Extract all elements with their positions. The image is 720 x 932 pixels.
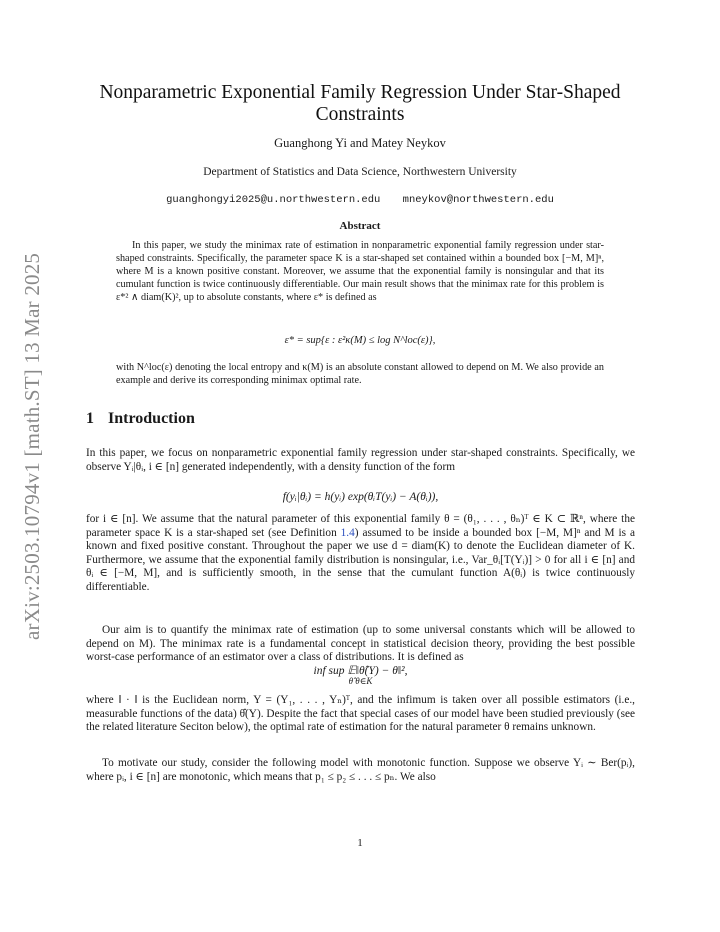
- page-number: 1: [357, 837, 363, 849]
- section-number: 1: [86, 410, 94, 427]
- density-equation: f(yᵢ|θᵢ) = h(yᵢ) exp(θᵢT(yᵢ) − A(θᵢ)),: [282, 491, 439, 503]
- paper-title: Nonparametric Exponential Family Regression Under Star-Shaped Constraints: [99, 82, 621, 125]
- minimax-equation-subscript: θ̂ θ∈K: [348, 676, 373, 686]
- authors: Guanghong Yi and Matey Neykov: [274, 136, 446, 150]
- intro-paragraph-4: where ‖ · ‖ is the Euclidean norm, Y = (Y₁, . . . , Yₙ)ᵀ, and the infimum is taken over all possible estimators (i.e., measurable functions of the data) θ̂(Y). Despite the fact that special cases of our model have been studied previously (see the related literature Seciton below), the optimal rate of estimation for the natural parameter θ remains unknown.: [86, 694, 635, 734]
- intro-paragraph-5: [86, 757, 635, 784]
- abstract-text: In this paper, we study the minimax rate of estimation in nonparametric exponential family regression under star-shaped constraints. Specifically, the parameter space K is a star-shaped set contained within a bounded box [−M, M]ⁿ, where M is a known positive constant. Moreover, we assume that the exponential family is nonsingular and that its cumulant function is twice continuously differentiable. Our main result shows that the minimax rate for this problem is ε*² ∧ diam(K)², up to absolute constants, where ε* is defined as: [116, 240, 604, 304]
- p2-text-b: ) assumed to be inside a bounded box [−M, M]ⁿ and M is a known and fixed positive constant. Throughout the paper we use d = diam(K) to denote the Euclidean diameter of K. Furthermore, we assume that the exponential family distribution is nonsingular, i.e., Var_θᵢ[T(Yᵢ)] > 0 for all i ∈ [n] and θᵢ ∈ [−M, M], and is sufficiently smooth, in the sense that the cumulant function A(θᵢ) is twice continuously differentiable.: [86, 526, 635, 593]
- p2-text-a: for i ∈ [n]. We assume that the natural parameter of this exponential family θ = (θ₁, . . . , θₙ)ᵀ ∈ K ⊂ ℝⁿ, where the parameter space K is a star-shaped set (see Definition: [86, 513, 635, 539]
- minimax-equation: inf sup 𝔼‖θ̂(Y) − θ‖²,: [313, 665, 408, 677]
- email-2[interactable]: mneykov@northwestern.edu: [402, 194, 554, 206]
- definition-link[interactable]: 1.4: [340, 526, 355, 539]
- arxiv-identifier[interactable]: arXiv:2503.10794v1 [math.ST] 13 Mar 2025: [20, 252, 44, 640]
- abstract-body: [116, 239, 604, 304]
- p5-text: To motivate our study, consider the following model with monotonic function. Suppose we observe Yᵢ ∼ Ber(pᵢ), where pᵢ, i ∈ [n] are monotonic, which means that p₁ ≤ p₂ ≤ . . . ≤ pₙ. We also: [86, 757, 635, 783]
- abstract-equation: ε* = sup{ε : ε²κ(M) ≤ log N^loc(ε)},: [284, 335, 436, 346]
- intro-paragraph-1: In this paper, we focus on nonparametric exponential family regression under star-shaped constraints. Specifically, we observe Yᵢ|θᵢ, i ∈ [n] generated independently, with a density function of the form: [86, 447, 635, 473]
- section-title: Introduction: [108, 410, 195, 427]
- affiliation: Department of Statistics and Data Science, Northwestern University: [203, 166, 517, 178]
- intro-paragraph-2: [86, 513, 635, 595]
- section-heading: [86, 410, 195, 428]
- abstract-after-text: with N^loc(ε) denoting the local entropy and κ(M) is an absolute constant allowed to depend on M. We also provide an example and derive its corresponding minimax optimal rate.: [116, 362, 604, 387]
- email-1[interactable]: guanghongyi2025@u.northwestern.edu: [166, 194, 381, 206]
- author-emails: [80, 194, 640, 206]
- p3-text: Our aim is to quantify the minimax rate of estimation (up to some universal constants which will be allowed to depend on M). The minimax rate is a fundamental concept in statistical decision theory, providing the best possible worst-case performance of an estimator over a class of distributions. It is defined as: [86, 624, 635, 664]
- intro-paragraph-3: [86, 624, 635, 665]
- abstract-heading: Abstract: [339, 220, 381, 232]
